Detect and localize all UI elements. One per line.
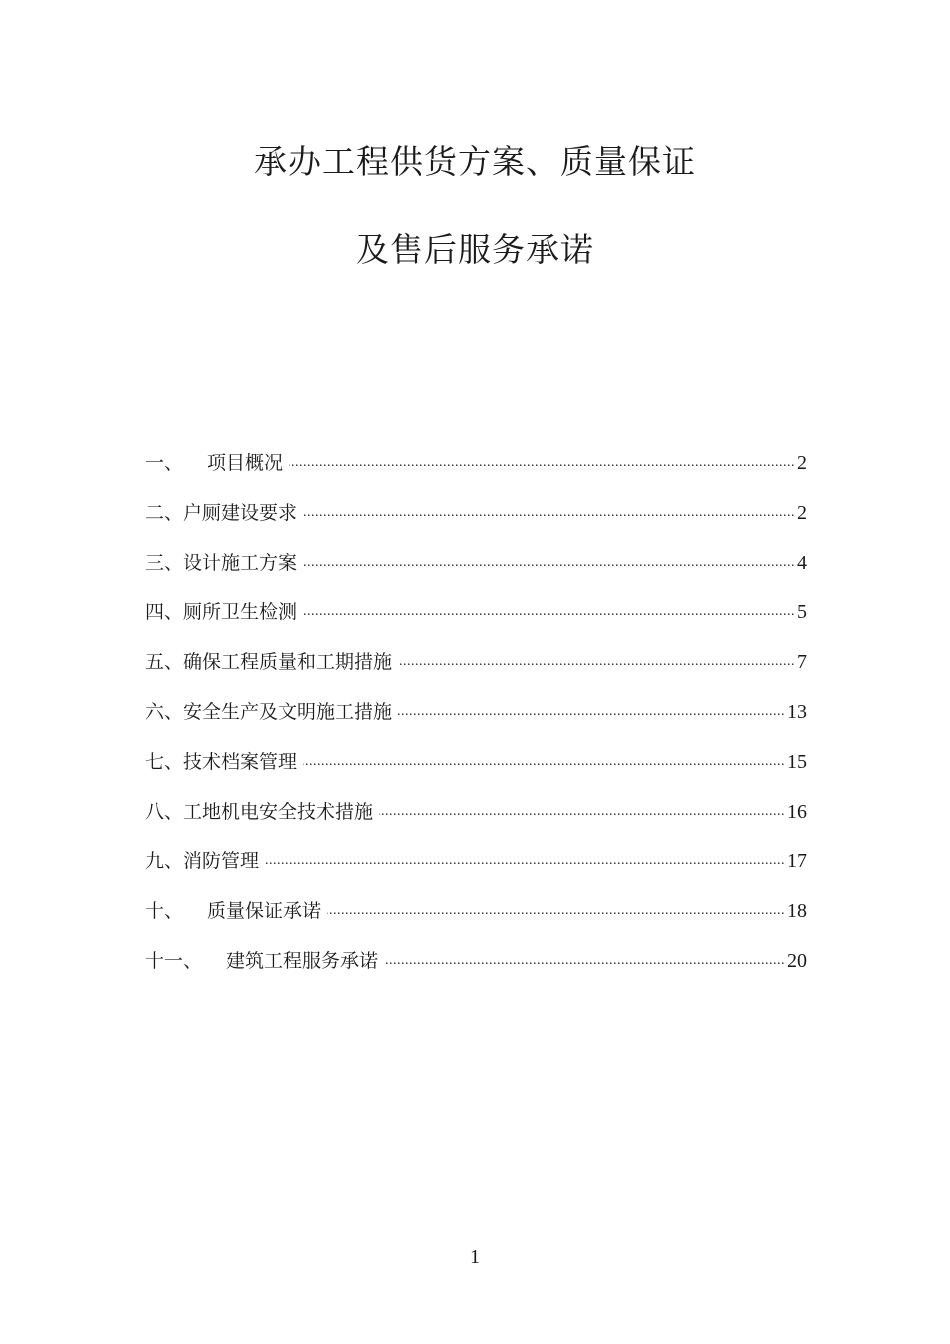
toc-entry-number: 九、 bbox=[145, 850, 184, 873]
toc-entry[interactable] bbox=[145, 548, 807, 598]
toc-entry-page: 18 bbox=[787, 900, 807, 923]
toc-entry-page: 2 bbox=[797, 452, 807, 474]
table-of-contents bbox=[145, 448, 807, 996]
toc-entry-number: 十、 bbox=[145, 900, 184, 923]
toc-entry[interactable] bbox=[145, 846, 807, 896]
toc-entry-number: 七、 bbox=[145, 750, 184, 773]
toc-entry-title: 项目概况 bbox=[207, 452, 284, 474]
toc-entry-title: 工地机电安全技术措施 bbox=[183, 800, 374, 823]
document-title-line-1: 承办工程供货方案、质量保证 bbox=[254, 142, 696, 181]
toc-dot-leader bbox=[398, 699, 785, 718]
toc-entry-page: 5 bbox=[797, 601, 807, 624]
toc-dot-leader bbox=[303, 599, 795, 618]
toc-entry-number: 六、 bbox=[145, 700, 184, 723]
toc-dot-leader bbox=[303, 749, 785, 768]
toc-dot-leader bbox=[379, 799, 785, 818]
toc-entry-page: 16 bbox=[787, 800, 807, 823]
toc-entry[interactable] bbox=[145, 597, 807, 647]
toc-entry-page: 2 bbox=[797, 501, 807, 524]
toc-entry-title: 质量保证承诺 bbox=[207, 900, 322, 923]
toc-entry[interactable] bbox=[145, 647, 807, 697]
toc-dot-leader bbox=[398, 649, 795, 668]
toc-dot-leader bbox=[384, 948, 785, 967]
toc-entry-number: 四、 bbox=[145, 601, 184, 624]
toc-entry-title: 确保工程质量和工期措施 bbox=[183, 651, 393, 674]
toc-entry-title: 建筑工程服务承诺 bbox=[226, 949, 379, 972]
toc-dot-leader bbox=[303, 500, 795, 519]
toc-entry[interactable] bbox=[145, 946, 807, 996]
toc-dot-leader bbox=[289, 450, 795, 469]
toc-entry-title: 安全生产及文明施工措施 bbox=[183, 700, 393, 723]
toc-entry-title: 设计施工方案 bbox=[183, 551, 298, 574]
toc-entry-title: 户厕建设要求 bbox=[183, 501, 298, 524]
toc-entry-title: 技术档案管理 bbox=[183, 750, 298, 773]
toc-entry-number: 十一、 bbox=[145, 949, 203, 972]
document-title-line-2: 及售后服务承诺 bbox=[356, 230, 594, 269]
toc-entry-page: 4 bbox=[797, 551, 807, 574]
toc-entry-page: 20 bbox=[787, 949, 807, 972]
toc-entry[interactable] bbox=[145, 896, 807, 946]
toc-entry-number: 八、 bbox=[145, 800, 184, 823]
toc-dot-leader bbox=[327, 898, 785, 917]
toc-dot-leader bbox=[303, 550, 795, 569]
page-number: 1 bbox=[470, 1246, 480, 1268]
toc-entry[interactable] bbox=[145, 797, 807, 847]
toc-entry-page: 17 bbox=[787, 850, 807, 873]
toc-entry-number: 一、 bbox=[145, 452, 184, 474]
toc-entry[interactable] bbox=[145, 498, 807, 548]
toc-entry[interactable] bbox=[145, 448, 807, 498]
toc-entry-page: 15 bbox=[787, 750, 807, 773]
toc-entry-page: 7 bbox=[797, 651, 807, 674]
toc-entry[interactable] bbox=[145, 747, 807, 797]
toc-entry-page: 13 bbox=[787, 700, 807, 723]
toc-dot-leader bbox=[265, 848, 785, 867]
toc-entry[interactable] bbox=[145, 697, 807, 747]
toc-entry-number: 五、 bbox=[145, 651, 184, 674]
toc-entry-number: 二、 bbox=[145, 501, 184, 524]
toc-entry-title: 消防管理 bbox=[183, 850, 260, 873]
toc-entry-title: 厕所卫生检测 bbox=[183, 601, 298, 624]
toc-entry-number: 三、 bbox=[145, 551, 184, 574]
